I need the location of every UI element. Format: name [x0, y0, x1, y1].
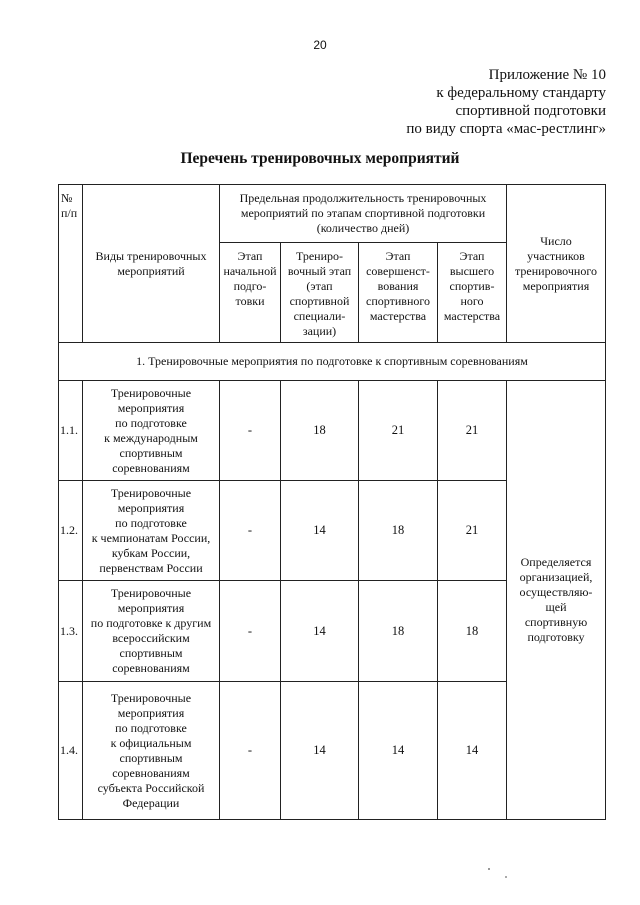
row-name: Тренировочные мероприятия по подготовке к чемпионатам России, кубкам России, первенствам России: [83, 481, 220, 581]
row-value-training: 14: [281, 682, 359, 820]
page-number: 20: [313, 38, 327, 52]
row-value-initial: -: [220, 682, 281, 820]
header-number: № п/п: [59, 185, 83, 343]
document-title: Перечень тренировочных мероприятий: [180, 150, 460, 167]
row-value-improvement: 21: [359, 381, 438, 481]
scan-speck: [505, 876, 507, 878]
row-value-improvement: 18: [359, 581, 438, 682]
appendix-header: [406, 66, 606, 138]
row-value-higher: 21: [438, 381, 507, 481]
row-name: Тренировочные мероприятия по подготовке к официальным спортивным соревнованиям субъекта Российской Федерации: [83, 682, 220, 820]
appendix-line: по виду спорта «мас-рестлинг»: [406, 121, 606, 137]
row-value-initial: -: [220, 581, 281, 682]
row-number: 1.1.: [59, 381, 83, 481]
scan-speck: [488, 868, 490, 870]
header-stage-initial: Этап начальной подго- товки: [220, 243, 281, 343]
training-events-table: [58, 184, 606, 820]
row-value-initial: -: [220, 481, 281, 581]
header-participants: Число участников тренировочного мероприятия: [507, 185, 606, 343]
appendix-line: Приложение № 10: [488, 67, 606, 83]
row-name: Тренировочные мероприятия по подготовке к международным спортивным соревнованиям: [83, 381, 220, 481]
header-stage-improvement: Этап совершенст- вования спортивного мастерства: [359, 243, 438, 343]
row-value-training: 18: [281, 381, 359, 481]
section-heading: 1. Тренировочные мероприятия по подготовке к спортивным соревнованиям: [59, 343, 606, 381]
row-value-higher: 21: [438, 481, 507, 581]
appendix-line: к федеральному стандарту: [436, 85, 606, 101]
row-value-improvement: 18: [359, 481, 438, 581]
row-value-improvement: 14: [359, 682, 438, 820]
header-duration: Предельная продолжительность тренировочных мероприятий по этапам спортивной подготовки (количество дней): [220, 185, 507, 243]
table-row: [59, 381, 606, 481]
header-stage-higher: Этап высшего спортив- ного мастерства: [438, 243, 507, 343]
header-stage-training: Трениро- вочный этап (этап спортивной специали- зации): [281, 243, 359, 343]
row-number: 1.3.: [59, 581, 83, 682]
row-value-training: 14: [281, 481, 359, 581]
row-name: Тренировочные мероприятия по подготовке к другим всероссийским спортивным соревнованиям: [83, 581, 220, 682]
row-number: 1.4.: [59, 682, 83, 820]
row-number: 1.2.: [59, 481, 83, 581]
row-value-initial: -: [220, 381, 281, 481]
row-value-higher: 14: [438, 682, 507, 820]
participants-value: Определяется организацией, осуществляю- щей спортивную подготовку: [507, 381, 606, 820]
appendix-line: спортивной подготовки: [455, 103, 606, 119]
row-value-training: 14: [281, 581, 359, 682]
row-value-higher: 18: [438, 581, 507, 682]
header-kind: Виды тренировочных мероприятий: [83, 185, 220, 343]
